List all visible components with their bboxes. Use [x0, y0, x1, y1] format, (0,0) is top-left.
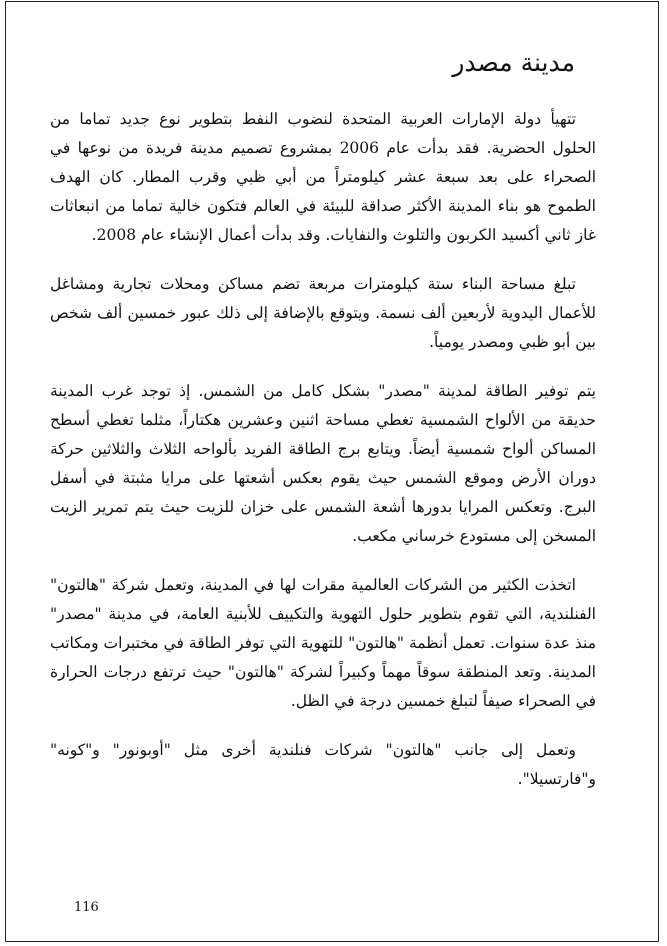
article-body — [50, 105, 596, 814]
paragraph-3: يتم توفير الطاقة لمدينة "مصدر" بشكل كامل من الشمس. إذ توجد غرب المدينة حديقة من الألواح الشمسية تغطي مساحة اثنين وعشرين هكتاراً، مثلما تغطي أسطح المساكن ألواح شمسية أيضاً. ويتابع برج الطاقة الفريد بألواحه الثلاث والثلاثين حركة دوران الأرض وموقع الشمس حيث يقوم بعكس أشعتها على مرايا مثبتة في أسفل البرج. وتعكس المرايا بدورها أشعة الشمس على خزان للزيت حيث يتم تمرير الزيت المسخن إلى مستودع خرساني مكعب. — [50, 382, 596, 545]
page-number: 116 — [74, 900, 99, 915]
paragraph-5: وتعمل إلى جانب "هالتون" شركات فنلندية أخرى مثل "أوبونور" و"كونه" و"فارتسيلا". — [50, 741, 596, 788]
paragraph-4: اتخذت الكثير من الشركات العالمية مقرات لها في المدينة، وتعمل شركة "هالتون" الفنلندية، التي تقوم بتطوير حلول التهوية والتكييف للأبنية العامة، في مدينة "مصدر" منذ عدة سنوات. تعمل أنظمة "هالتون" للتهوية التي توفر الطاقة في مختبرات ومكاتب المدينة. وتعد المنطقة سوقاً مهماً وكبيراً لشركة "هالتون" حيث ترتفع درجات الحرارة في الصحراء صيفاً لتبلغ خمسين درجة في الظل. — [50, 576, 596, 710]
paragraph-1: تتهيأ دولة الإمارات العربية المتحدة لنضوب النفط بتطوير نوع جديد تماما من الحلول الحضرية. فقد بدأت عام 2006 بمشروع تصميم مدينة فريدة من نوعها في الصحراء على بعد سبعة عشر كيلومتراً من أبي ظبي وقرب المطار. كان الهدف الطموح هو بناء المدينة الأكثر صداقة للبيئة في العالم فتكون خالية تماما من انبعاثات غاز ثاني أكسيد الكربون والتلوث والنفايات. وقد بدأت أعمال الإنشاء عام 2008. — [50, 110, 596, 244]
page-title: مدينة مصدر — [452, 48, 575, 77]
paragraph-2: تبلغ مساحة البناء ستة كيلومترات مربعة تضم مساكن ومحلات تجارية ومشاغل للأعمال اليدوية لأربعين ألف نسمة. ويتوقع بالإضافة إلى ذلك عبور خمسين ألف شخص بين أبو ظبي ومصدر يومياً. — [50, 275, 596, 351]
